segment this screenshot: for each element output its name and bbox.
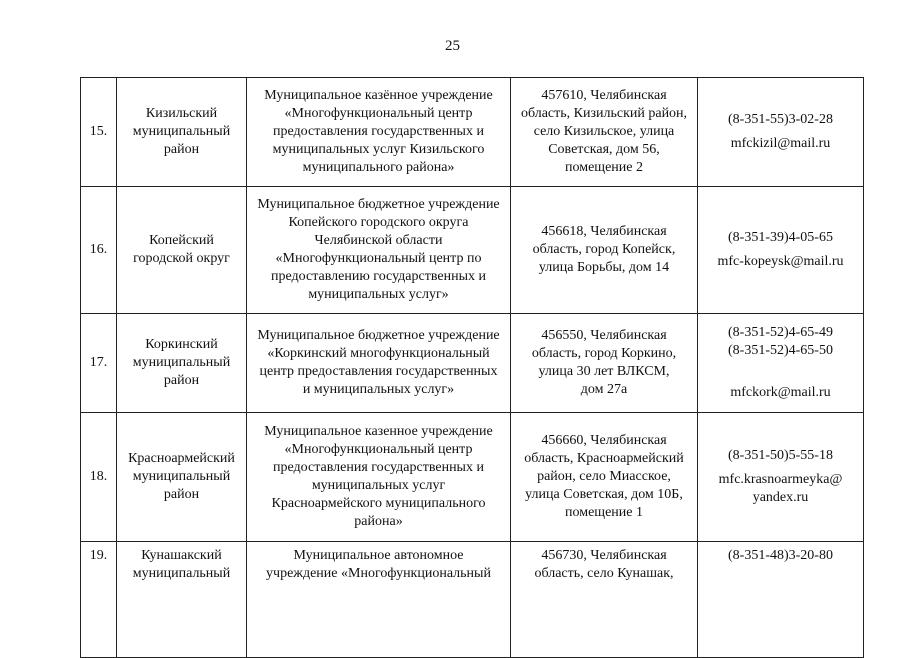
organization-line: предоставления государственных и — [273, 460, 484, 475]
organization-line: муниципальных услуг» — [308, 287, 449, 302]
table-row — [81, 413, 864, 542]
organization-line: Челябинской области — [314, 233, 443, 248]
address-line: дом 27а — [580, 382, 628, 397]
district-cell — [117, 187, 247, 314]
row-number: 15. — [81, 78, 117, 187]
address-line: 456618, Челябинская — [541, 224, 667, 239]
district-line: Копейский — [149, 233, 214, 248]
table-row — [81, 542, 864, 658]
organization-line: Муниципальное бюджетное учреждение — [257, 328, 500, 343]
district-line: район — [163, 487, 200, 502]
page-number: 25 — [445, 38, 460, 54]
mfc-registry-table — [80, 77, 864, 658]
organization-line: муниципальных услуг — [311, 478, 446, 493]
organization-line: Муниципальное казенное учреждение — [264, 424, 493, 439]
email-address[interactable]: mfckizil@mail.ru — [730, 136, 831, 151]
email-address[interactable]: mfc.krasnoarmeyka@ — [718, 472, 843, 487]
phone-number: (8-351-39)4-05-65 — [728, 230, 833, 245]
organization-line: «Коркинский многофункциональный — [267, 346, 490, 361]
district-cell — [117, 542, 247, 658]
organization-cell — [247, 413, 511, 542]
address-line: помещение 1 — [565, 505, 643, 520]
phone-number: (8-351-50)5-55-18 — [728, 448, 833, 463]
district-line: городской округ — [133, 251, 230, 266]
table-row — [81, 187, 864, 314]
contact-cell — [698, 413, 864, 542]
organization-line: и муниципальных услуг» — [302, 382, 455, 397]
address-line: помещение 2 — [565, 160, 643, 175]
address-cell — [511, 542, 698, 658]
phone-number: (8-351-48)3-20-80 — [728, 548, 833, 563]
organization-line: района» — [354, 514, 403, 529]
contact-cell — [698, 314, 864, 413]
district-cell — [117, 413, 247, 542]
table-row — [81, 314, 864, 413]
district-line: район — [163, 373, 200, 388]
district-cell — [117, 78, 247, 187]
address-cell — [511, 413, 698, 542]
district-line: муниципальный — [132, 566, 231, 581]
organization-cell — [247, 187, 511, 314]
contact-cell — [698, 78, 864, 187]
address-line: область, село Кунашак, — [534, 566, 674, 581]
organization-line: Муниципальное бюджетное учреждение — [257, 197, 500, 212]
contact-cell — [698, 187, 864, 314]
organization-cell — [247, 542, 511, 658]
district-line: Кизильский — [145, 106, 218, 121]
email-address[interactable]: yandex.ru — [752, 490, 809, 505]
organization-line: учреждение «Многофункциональный — [266, 566, 491, 581]
address-cell — [511, 78, 698, 187]
district-cell — [117, 314, 247, 413]
organization-line: предоставлению государственных и — [271, 269, 486, 284]
address-line: улица Борьбы, дом 14 — [538, 260, 670, 275]
email-address[interactable]: mfckork@mail.ru — [730, 385, 831, 400]
address-line: Советская, дом 56, — [548, 142, 660, 157]
organization-line: «Многофункциональный центр по — [275, 251, 482, 266]
address-line: район, село Миасское, — [537, 469, 671, 484]
address-line: улица 30 лет ВЛКСМ, — [538, 364, 670, 379]
organization-line: центр предоставления государственных — [259, 364, 498, 379]
address-line: область, город Коркино, — [531, 346, 677, 361]
organization-line: Муниципальное автономное — [293, 548, 464, 563]
row-number: 19. — [81, 542, 117, 658]
address-cell — [511, 314, 698, 413]
organization-cell — [247, 314, 511, 413]
address-line: 456730, Челябинская — [541, 548, 667, 563]
email-address[interactable]: mfc-kopeysk@mail.ru — [717, 254, 844, 269]
address-line: улица Советская, дом 10Б, — [525, 487, 683, 502]
phone-number: (8-351-55)3-02-28 — [728, 112, 833, 127]
organization-line: предоставления государственных и — [273, 124, 484, 139]
district-line: Коркинский — [145, 337, 218, 352]
district-line: муниципальный — [132, 355, 231, 370]
district-line: район — [163, 142, 200, 157]
district-line: муниципальный — [132, 469, 231, 484]
address-cell — [511, 187, 698, 314]
address-line: область, Красноармейский — [524, 451, 684, 466]
organization-line: Красноармейского муниципального — [271, 496, 486, 511]
phone-number: (8-351-52)4-65-49 — [728, 325, 833, 340]
organization-cell — [247, 78, 511, 187]
row-number: 16. — [81, 187, 117, 314]
row-number: 18. — [81, 413, 117, 542]
district-line: муниципальный — [132, 124, 231, 139]
address-line: 456550, Челябинская — [541, 328, 667, 343]
address-line: область, Кизильский район, — [520, 106, 688, 121]
contact-cell — [698, 542, 864, 658]
table-row — [81, 78, 864, 187]
address-line: область, город Копейск, — [532, 242, 676, 257]
organization-line: муниципальных услуг Кизильского — [272, 142, 485, 157]
organization-line: муниципального района» — [302, 160, 455, 175]
district-line: Кунашакский — [141, 548, 222, 563]
organization-line: Муниципальное казённое учреждение — [264, 88, 493, 103]
phone-number: (8-351-52)4-65-50 — [728, 343, 833, 358]
organization-line: Копейского городского округа — [288, 215, 469, 230]
address-line: село Кизильское, улица — [533, 124, 675, 139]
organization-line: «Многофункциональный центр — [284, 106, 473, 121]
address-line: 456660, Челябинская — [541, 433, 667, 448]
row-number: 17. — [81, 314, 117, 413]
address-line: 457610, Челябинская — [541, 88, 667, 103]
organization-line: «Многофункциональный центр — [284, 442, 473, 457]
district-line: Красноармейский — [128, 451, 235, 466]
